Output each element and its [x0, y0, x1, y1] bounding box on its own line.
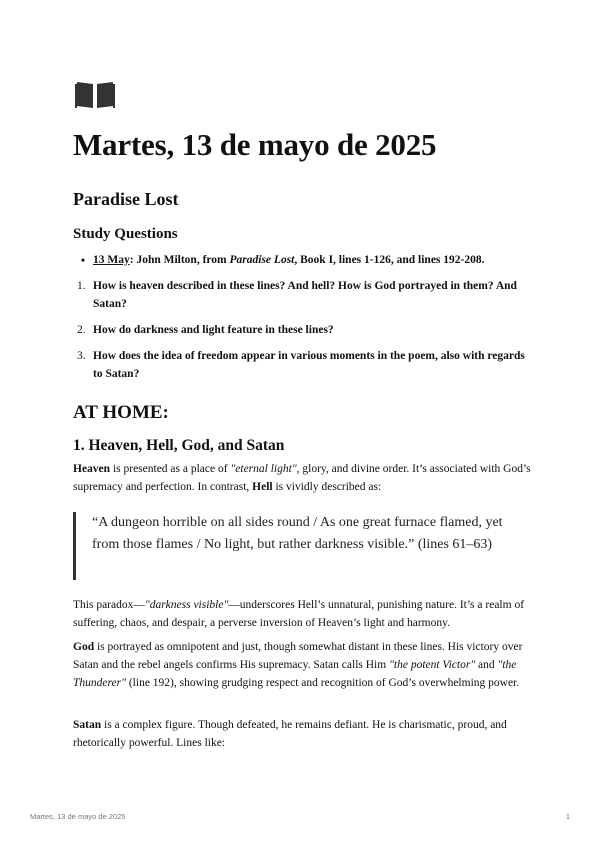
question-text: How does the idea of freedom appear in various moments in the poem, also with regards to Satan?: [93, 350, 525, 380]
paragraph-heaven: [73, 460, 533, 496]
assignment-text-1: : John Milton, from: [129, 254, 230, 266]
text: (line 192), showing grudging respect and recognition of God’s overwhelming power.: [125, 677, 520, 689]
page-title: Martes, 13 de mayo de 2025: [73, 127, 437, 162]
footer-page-number: 1: [565, 812, 570, 821]
at-home-heading: AT HOME:: [73, 402, 169, 423]
question-text: How do darkness and light feature in these lines?: [93, 324, 334, 336]
section-title: Paradise Lost: [73, 189, 179, 209]
assignment-work-title: Paradise Lost: [229, 254, 295, 266]
study-questions-heading: Study Questions: [73, 226, 178, 242]
question-number: 2.: [77, 324, 86, 336]
question-number: 3.: [77, 350, 86, 362]
footer-date: Martes, 13 de mayo de 2025: [30, 812, 126, 821]
paragraph-paradox: [73, 596, 533, 632]
term-god: God: [73, 641, 95, 653]
question-item: [73, 347, 533, 383]
paragraph-god: [73, 638, 533, 692]
subsection-title: 1. Heaven, Hell, God, and Satan: [73, 437, 285, 454]
text: is vividly described as:: [272, 481, 382, 493]
quote-inline: "darkness visible": [144, 599, 229, 611]
paragraph-satan: [73, 716, 533, 752]
text: is presented as a place of: [110, 463, 231, 475]
text: is portrayed as omnipotent and just, though somewhat distant in these lines. His victory over Satan and the rebel angels confirms His supremacy. Satan calls Him: [73, 641, 523, 671]
date-link[interactable]: 13 May: [93, 254, 130, 266]
open-book-icon: [75, 80, 115, 110]
assignment-item: [73, 251, 533, 269]
questions-list: [73, 277, 533, 391]
assignment-list: [73, 251, 533, 269]
blockquote: “A dungeon horrible on all sides round / As one great furnace flamed, yet from those flames / No light, but rather darkness visible.” (lines 61–63): [73, 512, 533, 580]
text: and: [475, 659, 498, 671]
quote-inline: "the Thunderer": [73, 659, 517, 689]
text: —underscores Hell’s unnatural, punishing nature. It’s a realm of suffering, chaos, and despair, a perverse inversion of Heaven’s light and harmony.: [73, 599, 525, 629]
term-heaven: Heaven: [73, 463, 111, 475]
bullet-icon: •: [80, 253, 86, 267]
quote-inline: "eternal light": [230, 463, 297, 475]
question-text: How is heaven described in these lines? And hell? How is God portrayed in them? And Satan?: [93, 280, 517, 310]
question-item: [73, 277, 533, 313]
question-item: [73, 321, 533, 339]
quote-inline: "the potent Victor": [389, 659, 476, 671]
text: This paradox—: [73, 599, 145, 611]
text: is a complex figure. Though defeated, he remains defiant. He is charismatic, proud, and rhetorically powerful. Lines like:: [73, 719, 507, 749]
assignment-text-2: , Book I, lines 1-126, and lines 192-208.: [294, 254, 485, 266]
term-satan: Satan: [73, 719, 102, 731]
text: , glory, and divine order. It’s associated with God’s supremacy and perfection. In contrast,: [73, 463, 531, 493]
question-number: 1.: [77, 280, 86, 292]
term-hell: Hell: [252, 481, 273, 493]
